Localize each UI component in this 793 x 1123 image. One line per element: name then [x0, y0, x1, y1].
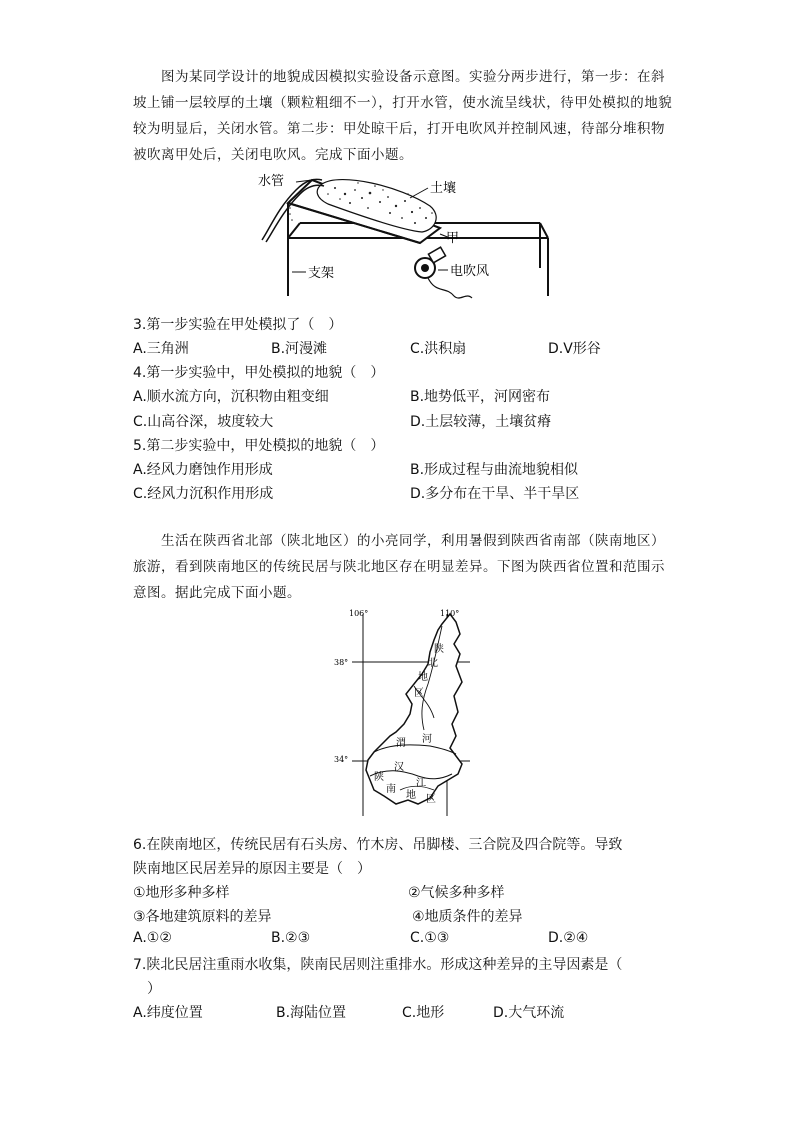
q6-item-1: ①地形多种多样 [133, 885, 230, 901]
q3-option-a[interactable]: A.三角洲 [133, 341, 189, 357]
lat-34-label: 34° [334, 755, 349, 764]
q6-option-b[interactable]: B.②③ [271, 930, 311, 946]
river-jiang-label: 江 [416, 778, 426, 789]
label-water-pipe: 水管 [258, 174, 285, 189]
q6-option-d[interactable]: D.②④ [548, 930, 589, 946]
north-char-2: 北 [428, 658, 438, 669]
river-han-label: 汉 [394, 762, 404, 773]
question-6-stem-line-2: 陕南地区民居差异的原因主要是（ ） [133, 861, 371, 877]
north-char-4: 区 [414, 688, 424, 699]
q7-option-c[interactable]: C.地形 [402, 1005, 445, 1021]
experiment-apparatus-figure [250, 168, 560, 303]
river-he-label: 河 [422, 734, 432, 745]
north-char-3: 地 [418, 672, 428, 683]
label-jia: 甲 [446, 231, 460, 246]
south-char-3: 地 [406, 790, 416, 801]
q7-option-d[interactable]: D.大气环流 [493, 1005, 565, 1021]
south-char-4: 区 [426, 794, 436, 805]
passage-1 [133, 64, 673, 168]
label-stand: 支架 [308, 266, 335, 281]
q5-option-d[interactable]: D.多分布在干旱、半干旱区 [410, 486, 580, 502]
q6-item-2: ②气候多种多样 [408, 885, 505, 901]
question-7-stem-line-2: ） [147, 981, 161, 997]
q4-option-d[interactable]: D.土层较薄，土壤贫瘠 [410, 414, 552, 430]
question-4-stem: 4.第一步实验中，甲处模拟的地貌（ ） [133, 365, 385, 381]
q3-option-d[interactable]: D.V形谷 [548, 341, 601, 357]
q7-option-b[interactable]: B.海陆位置 [276, 1005, 347, 1021]
q5-option-b[interactable]: B.形成过程与曲流地貌相似 [410, 462, 579, 478]
q3-option-b[interactable]: B.河漫滩 [271, 341, 328, 357]
label-fan: 电吹风 [450, 264, 490, 279]
question-5-stem: 5.第二步实验中，甲处模拟的地貌（ ） [133, 438, 385, 454]
passage-1-text: 图为某同学设计的地貌成因模拟实验设备示意图。实验分两步进行，第一步：在斜坡上铺一层较厚的土壤（颗粒粗细不一），打开水管，使水流呈线状，待甲处模拟的地貌较为明显后，关闭水管。第二步：甲处晾干后，打开电吹风并控制风速，待部分堆积物被吹离甲处后，关闭电吹风。完成下面小题。 [133, 69, 673, 163]
lat-38-label: 38° [334, 658, 349, 667]
q6-item-3: ③各地建筑原料的差异 [133, 909, 272, 925]
q6-option-a[interactable]: A.①② [133, 930, 172, 946]
q7-option-a[interactable]: A.纬度位置 [133, 1005, 203, 1021]
q4-option-a[interactable]: A.顺水流方向，沉积物由粗变细 [133, 389, 329, 405]
q4-option-c[interactable]: C.山高谷深，坡度较大 [133, 414, 274, 430]
q4-option-b[interactable]: B.地势低平，河网密布 [410, 389, 551, 405]
q6-item-4: ④地质条件的差异 [412, 909, 523, 925]
q6-option-c[interactable]: C.①③ [410, 930, 450, 946]
shaanxi-map [330, 604, 480, 819]
north-char-1: 陕 [434, 644, 444, 655]
q3-option-c[interactable]: C.洪积扇 [410, 341, 467, 357]
river-wei-label: 渭 [396, 738, 406, 749]
lon-106-label: 106° [349, 609, 369, 618]
q5-option-a[interactable]: A.经风力磨蚀作用形成 [133, 462, 273, 478]
question-6-stem-line-1: 6.在陕南地区，传统民居有石头房、竹木房、吊脚楼、三合院及四合院等。导致 [133, 837, 623, 853]
label-soil: 土壤 [430, 181, 457, 196]
question-7-stem-line-1: 7.陕北民居注重雨水收集，陕南民居则注重排水。形成这种差异的主导因素是（ [133, 957, 623, 973]
south-char-2: 南 [386, 784, 396, 795]
q5-option-c[interactable]: C.经风力沉积作用形成 [133, 486, 274, 502]
passage-2 [133, 528, 673, 606]
passage-2-text: 生活在陕西省北部（陕北地区）的小亮同学，利用暑假到陕西省南部（陕南地区）旅游，看到陕南地区的传统民居与陕北地区存在明显差异。下图为陕西省位置和范围示意图。据此完成下面小题。 [133, 533, 665, 601]
lon-110-label: 110° [440, 609, 460, 618]
south-char-1: 陕 [374, 772, 384, 783]
question-3-stem: 3.第一步实验在甲处模拟了（ ） [133, 317, 343, 333]
